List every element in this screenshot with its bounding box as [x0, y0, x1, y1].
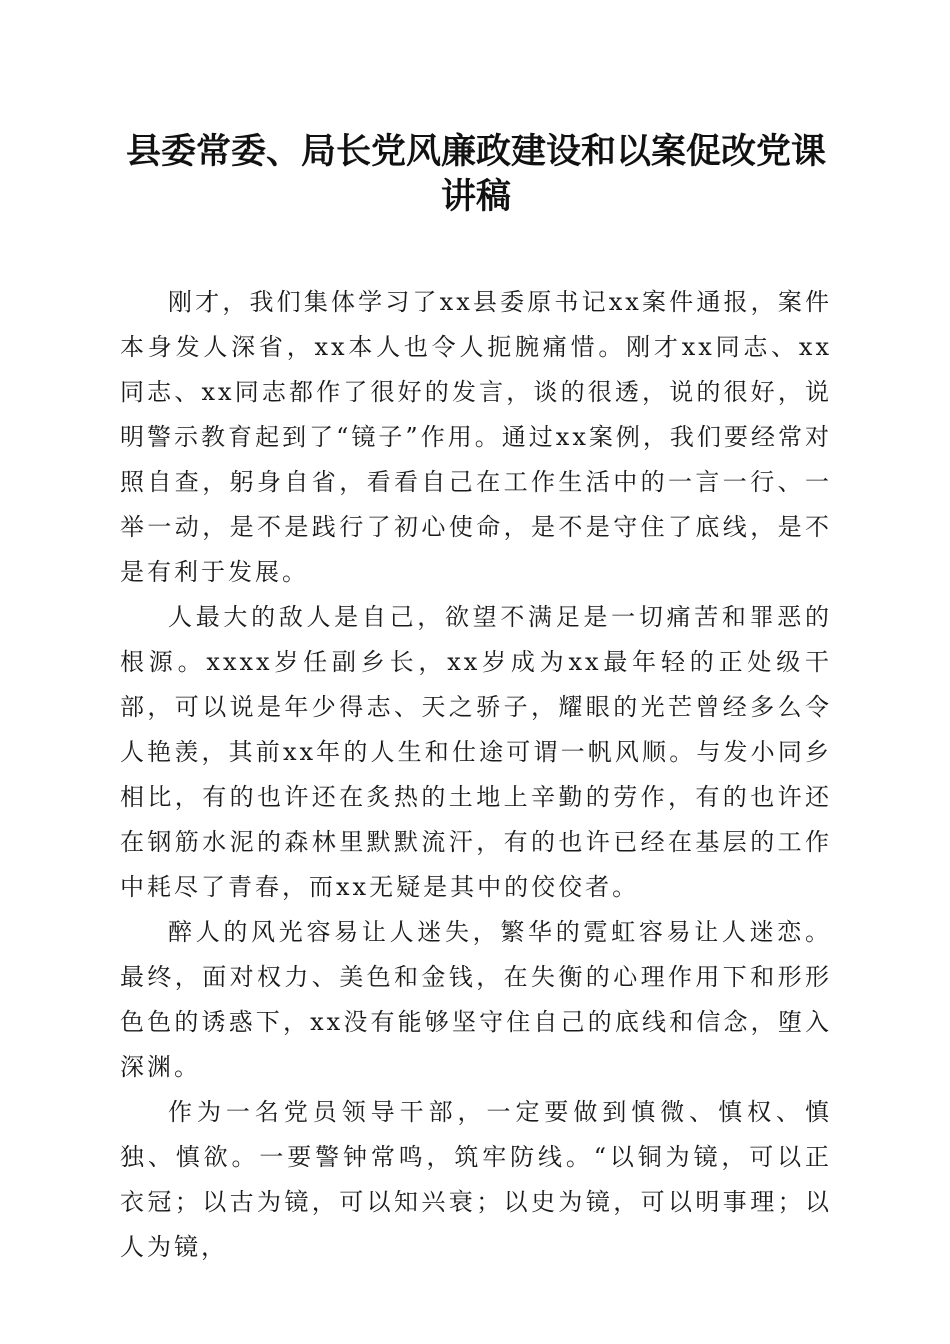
document-body: [120, 280, 832, 1270]
paragraph-1: 刚才，我们集体学习了xx县委原书记xx案件通报，案件本身发人深省，xx本人也令人扼腕痛惜。刚才xx同志、xx同志、xx同志都作了很好的发言，谈的很透，说的很好，说明警示教育起到了“镜子”作用。通过xx案例，我们要经常对照自查，躬身自省，看看自己在工作生活中的一言一行、一举一动，是不是践行了初心使命，是不是守住了底线，是不是有利于发展。: [120, 288, 832, 586]
paragraph-2: 人最大的敌人是自己，欲望不满足是一切痛苦和罪恶的根源。xxxx岁任副乡长，xx岁成为xx最年轻的正处级干部，可以说是年少得志、天之骄子，耀眼的光芒曾经多么令人艳羡，其前xx年的人生和仕途可谓一帆风顺。与发小同乡相比，有的也许还在炙热的土地上辛勤的劳作，有的也许还在钢筋水泥的森林里默默流汗，有的也许已经在基层的工作中耗尽了青春，而xx无疑是其中的佼佼者。: [120, 603, 832, 901]
paragraph-4: 作为一名党员领导干部，一定要做到慎微、慎权、慎独、慎欲。一要警钟常鸣，筑牢防线。“以铜为镜，可以正衣冠；以古为镜，可以知兴衰；以史为镜，可以明事理；以人为镜，: [120, 1098, 832, 1261]
document-title: [120, 130, 832, 220]
title-line-1: 县委常委、局长党风廉政建设和以案促改党课: [125, 132, 826, 172]
paragraph-3: 醉人的风光容易让人迷失，繁华的霓虹容易让人迷恋。最终，面对权力、美色和金钱，在失衡的心理作用下和形形色色的诱惑下，xx没有能够坚守住自己的底线和信念，堕入深渊。: [120, 918, 832, 1081]
title-line-2: 讲稿: [440, 177, 511, 217]
